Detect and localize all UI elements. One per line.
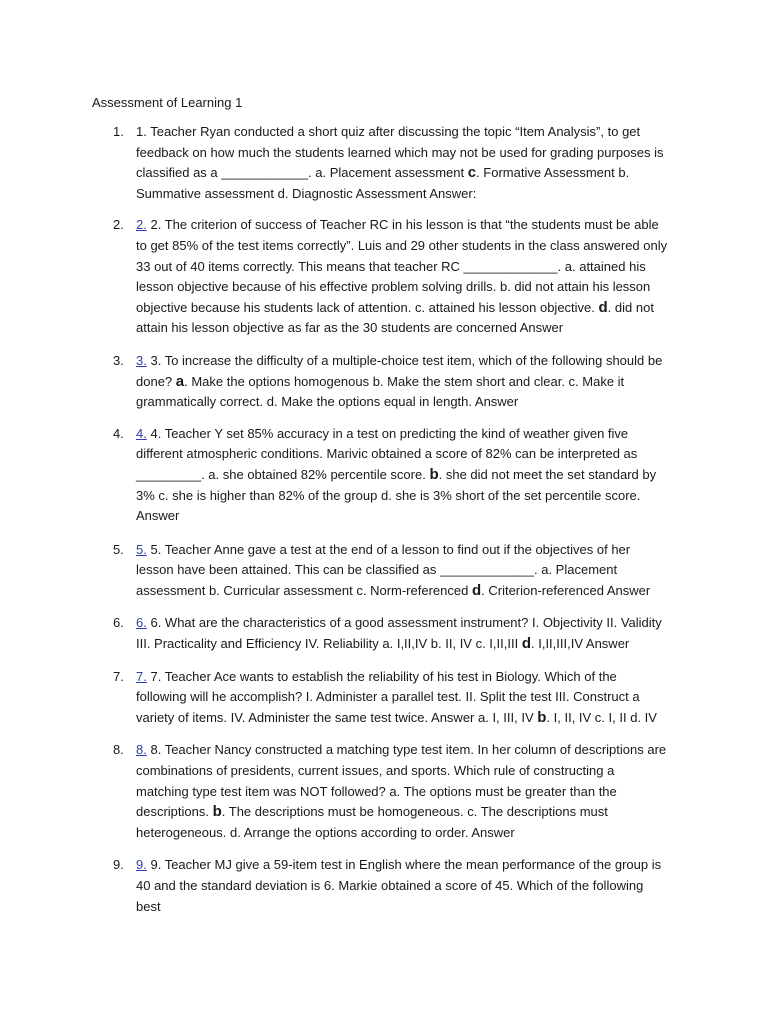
question-text-part: 1. Teacher Ryan conducted a short quiz after discussing the topic “Item Analysis”, to get feedback on how much the students learned which may not be used for grading purposes is classified as a ____________. a. Placement assessment [136,124,664,181]
question-link[interactable]: 5. [136,541,147,557]
answer-letter: b [537,708,547,726]
answer-letter: d [521,635,531,653]
answer-letter: d [598,298,608,316]
question-text [136,855,668,917]
question-item [0,122,668,204]
question-text [136,740,668,843]
question-item [0,667,668,729]
question-text-part: . she did not meet the set standard by 3% c. she is higher than 82% of the group d. she is 3% short of the set percentile score. Answer [136,466,657,524]
question-number: 5. [113,541,124,557]
question-text-part: . Make the options homogenous b. Make the stem short and clear. c. Make it grammatically correct. d. Make the options equal in length. Answer [136,373,625,410]
question-text-part: 3. To increase the difficulty of a multiple-choice test item, which of the following should be done? [136,352,663,389]
question-number: 4. [113,425,124,441]
question-text [136,424,668,527]
question-text-part: 6. What are the characteristics of a good assessment instrument? I. Objectivity II. Validity III. Practicality and Efficiency IV. Reliability a. I,II,IV b. II, IV c. I,II,III [136,615,662,652]
question-item [0,424,668,527]
question-item [0,540,668,602]
question-item [0,613,668,654]
question-text-part: . Formative Assessment b. Summative assessment d. Diagnostic Assessment Answer: [136,165,630,201]
question-link[interactable]: 7. [136,668,147,684]
question-text [136,613,668,654]
answer-letter: b [429,465,439,483]
question-number: 9. [113,857,124,873]
question-text-part: 4. Teacher Y set 85% accuracy in a test on predicting the kind of weather given five different atmospheric conditions. Marivic obtained a score of 82% can be interpreted as _________. a. she obtained 82% percentile score. [136,425,638,482]
question-number: 3. [113,352,124,368]
question-item [0,351,668,413]
question-text-part: 5. Teacher Anne gave a test at the end of a lesson to find out if the objectives of her lesson have been attained. This can be classified as _____________. a. Placement assessment b. Curricular assessment c. Norm-referenced [136,541,631,598]
question-text-part: . The descriptions must be homogeneous. c. The descriptions must heterogeneous. d. Arrange the options according to order. Answer [136,804,608,840]
question-number: 7. [113,668,124,684]
document-title: Assessment of Learning 1 [92,95,243,110]
question-link[interactable]: 8. [136,742,147,758]
question-text-part: . did not attain his lesson objective as far as the 30 students are concerned Answer [136,299,654,336]
question-number: 1. [113,124,124,139]
question-text-part: . I, II, IV c. I, II d. IV [546,709,657,725]
question-number: 2. [113,217,124,233]
question-link[interactable]: 4. [136,425,147,441]
question-text-part: 8. Teacher Nancy constructed a matching type test item. In her column of descriptions are combinations of presidents, current issues, and sports. Which rule of constructing a matching type test item was NOT followed? a. The options must be greater than the descriptions. [136,742,667,820]
question-link[interactable]: 6. [136,615,147,631]
question-link[interactable]: 3. [136,352,147,368]
answer-letter: d [471,581,482,599]
question-text-part: . Criterion-referenced Answer [481,582,651,598]
question-link[interactable]: 9. [136,857,147,873]
question-text [136,351,668,413]
question-text [136,122,668,204]
question-number: 6. [113,615,124,631]
question-item [0,740,668,843]
question-item [0,855,668,917]
answer-letter: c [467,164,477,182]
question-text [136,540,668,602]
question-link[interactable]: 2. [136,217,147,233]
question-text-part: 2. The criterion of success of Teacher RC in his lesson is that “the students must be able to get 85% of the test items correctly”. Luis and 29 other students in the class answered only 33 out of 40 items correctly. This means that teacher RC _____________. a. attained his lesson objective because of his effective problem solving drills. b. did not attain his lesson objective because his students lack of attention. c. attained his lesson objective. [136,217,668,315]
question-item [0,215,668,339]
answer-letter: a [175,372,185,390]
question-text [136,215,668,339]
question-text [136,667,668,729]
question-text-part: . I,II,III,IV Answer [531,636,630,652]
question-text-part: 9. Teacher MJ give a 59-item test in English where the mean performance of the group is 40 and the standard deviation is 6. Markie obtained a score of 45. Which of the following best [136,857,662,914]
question-number: 8. [113,742,124,758]
question-list [0,122,768,917]
question-text-part: 7. Teacher Ace wants to establish the reliability of his test in Biology. Which of the following will he accomplish? I. Administer a parallel test. II. Split the test III. Construct a variety of items. IV. Administer the same test twice. Answer a. I, III, IV [136,668,640,725]
answer-letter: b [212,803,222,821]
